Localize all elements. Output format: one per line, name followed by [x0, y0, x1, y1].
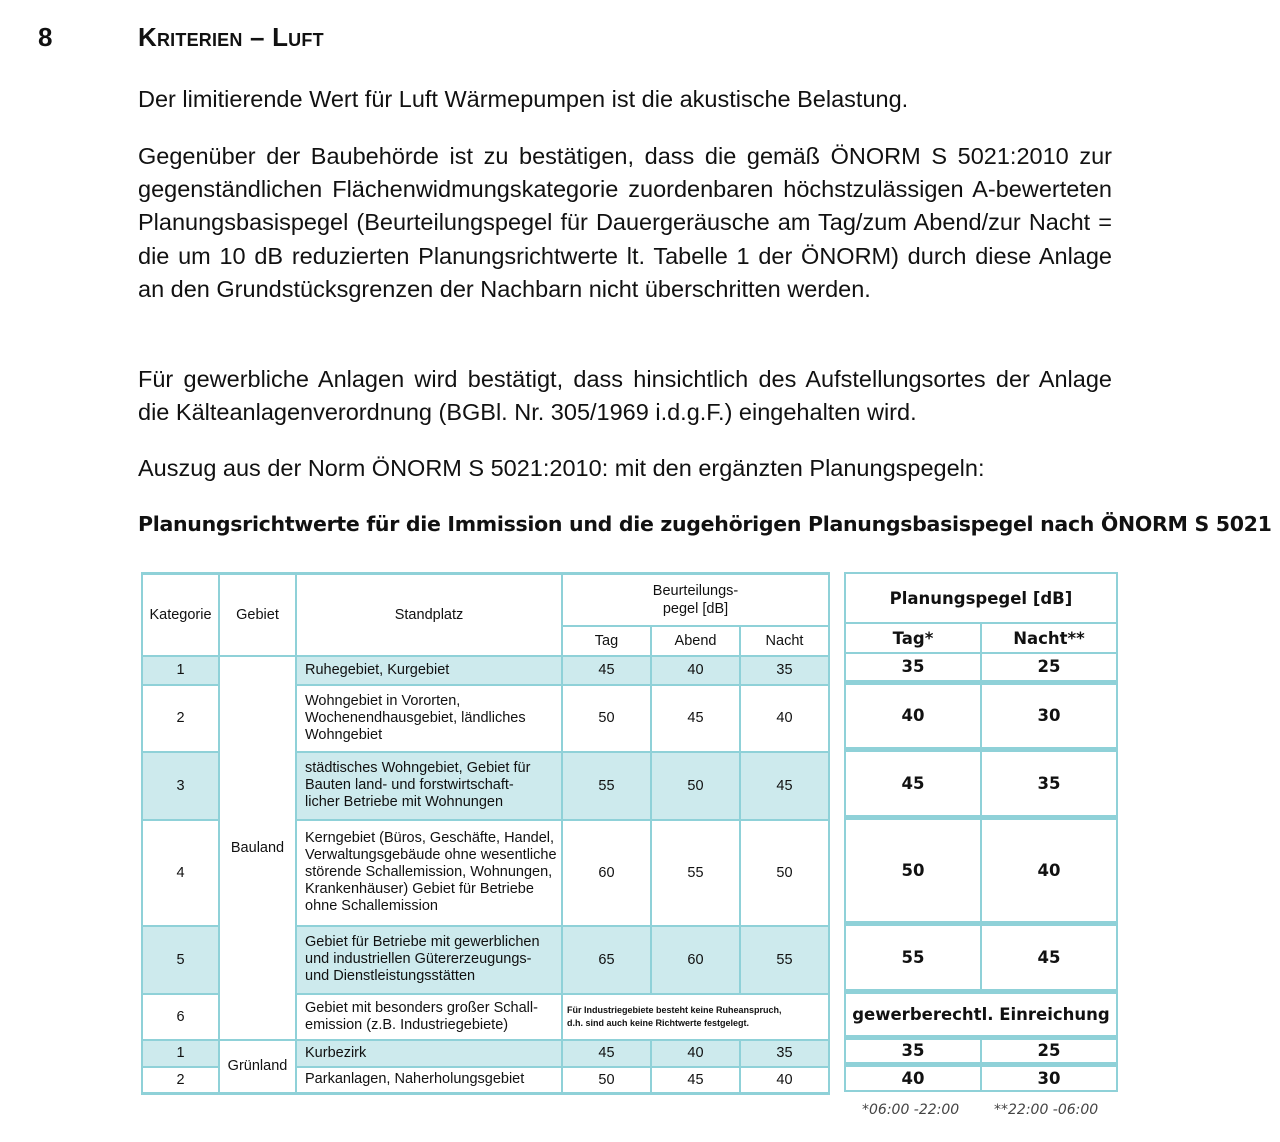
cell-kategorie: 6 — [142, 994, 219, 1040]
cell-abend: 40 — [651, 656, 740, 685]
cell-nacht: 50 — [740, 820, 829, 926]
cell-kategorie: 3 — [142, 752, 219, 820]
paragraph-1: Der limitierende Wert für Luft Wärmepumpen ist die akustische Belastung. — [138, 86, 909, 112]
norm-table — [141, 572, 830, 1095]
footnote-nacht: **22:00 -06:00 — [994, 1102, 1099, 1118]
cell-standplatz: Ruhegebiet, Kurgebiet — [296, 656, 562, 685]
table-row — [845, 749, 1117, 817]
pegel-cell-nacht: 30 — [981, 1064, 1117, 1091]
header-gebiet: Gebiet — [219, 574, 296, 656]
paragraph-4: Auszug aus der Norm ÖNORM S 5021:2010: mit den ergänzten Planungspegeln: — [138, 455, 985, 481]
cell-kategorie: 1 — [142, 1040, 219, 1067]
cell-standplatz: städtisches Wohngebiet, Gebiet für Bauten land- und forstwirtschaft- licher Betriebe mit Wohnungen — [296, 752, 562, 820]
pegel-cell-tag: 45 — [845, 749, 981, 817]
pegel-cell-nacht: 40 — [981, 817, 1117, 923]
paragraph-2: Gegenüber der Baubehörde ist zu bestätigen, dass die gemäß ÖNORM S 5021:2010 zur gegenständlichen Flächenwidmungskategorie zuordenbaren höchstzulässigen A-bewerteten Planungsbasispegel (Beurteilungspegel für Dauergeräusche am Tag/zum Abend/zur Nacht = die um 10 dB reduzierten Planungsrichtwerte lt. Tabelle 1 der ÖNORM) durch diese Anlage an den Grundstücksgrenzen der Nachbarn nicht überschritten werden. — [138, 143, 1112, 302]
pegel-header-tag: Tag* — [845, 623, 981, 653]
cell-gebiet-bauland: Bauland — [219, 656, 296, 1040]
pegel-cell-nacht: 45 — [981, 923, 1117, 991]
header-beurteilungspegel: Beurteilungs- pegel [dB] — [562, 574, 829, 626]
pegel-cell-tag: 35 — [845, 653, 981, 682]
table-row — [845, 653, 1117, 682]
pegel-cell-tag: 40 — [845, 682, 981, 749]
cell-abend: 45 — [651, 685, 740, 752]
cell-abend: 45 — [651, 1067, 740, 1094]
cell-kategorie: 2 — [142, 1067, 219, 1094]
cell-tag: 65 — [562, 926, 651, 994]
table-row — [142, 1040, 829, 1067]
pegel-cell-tag: 40 — [845, 1064, 981, 1091]
section-title: Kriterien – Luft — [138, 22, 324, 52]
table-row — [845, 991, 1117, 1037]
section-number: 8 — [38, 22, 53, 52]
pegel-cell-tag: 55 — [845, 923, 981, 991]
cell-note: Für Industriegebiete besteht keine Ruheanspruch, d.h. sind auch keine Richtwerte festgelegt. — [562, 994, 829, 1040]
footnote-tag: *06:00 -22:00 — [862, 1102, 960, 1118]
header-standplatz: Standplatz — [296, 574, 562, 656]
cell-abend: 40 — [651, 1040, 740, 1067]
paragraph-3: Für gewerbliche Anlagen wird bestätigt, dass hinsichtlich des Aufstellungsortes der Anlage die Kälteanlagenverordnung (BGBl. Nr. 305/1969 i.d.g.F.) eingehalten wird. — [138, 366, 1112, 426]
header-nacht: Nacht — [740, 626, 829, 656]
cell-standplatz: Gebiet für Betriebe mit gewerblichen und industriellen Gütererzeugungs- und Dienstleistungsstätten — [296, 926, 562, 994]
table-title: Planungsrichtwerte für die Immission und die zugehörigen Planungsbasispegel nach ÖNORM S 5021 — [138, 512, 1272, 536]
cell-kategorie: 4 — [142, 820, 219, 926]
table-row — [845, 1037, 1117, 1064]
pegel-cell-tag: 50 — [845, 817, 981, 923]
cell-tag: 55 — [562, 752, 651, 820]
pegel-cell-nacht: 25 — [981, 1037, 1117, 1064]
pegel-cell-nacht: 35 — [981, 749, 1117, 817]
header-abend: Abend — [651, 626, 740, 656]
pegel-cell-nacht: 30 — [981, 682, 1117, 749]
table-row — [845, 682, 1117, 749]
table-row — [845, 1064, 1117, 1091]
cell-tag: 45 — [562, 1040, 651, 1067]
pegel-cell-nacht: 25 — [981, 653, 1117, 682]
cell-kategorie: 1 — [142, 656, 219, 685]
cell-abend: 50 — [651, 752, 740, 820]
cell-standplatz: Wohngebiet in Vororten, Wochenendhausgebiet, ländliches Wohngebiet — [296, 685, 562, 752]
cell-nacht: 55 — [740, 926, 829, 994]
cell-nacht: 35 — [740, 656, 829, 685]
cell-tag: 50 — [562, 1067, 651, 1094]
pegel-header-nacht: Nacht** — [981, 623, 1117, 653]
table-row — [845, 817, 1117, 923]
header-tag: Tag — [562, 626, 651, 656]
pegel-header-title: Planungspegel [dB] — [845, 573, 1117, 623]
cell-tag: 45 — [562, 656, 651, 685]
cell-nacht: 40 — [740, 685, 829, 752]
cell-abend: 55 — [651, 820, 740, 926]
pegel-cell-tag: 35 — [845, 1037, 981, 1064]
cell-nacht: 35 — [740, 1040, 829, 1067]
cell-standplatz: Gebiet mit besonders großer Schall- emission (z.B. Industriegebiete) — [296, 994, 562, 1040]
cell-abend: 60 — [651, 926, 740, 994]
cell-tag: 50 — [562, 685, 651, 752]
cell-standplatz: Parkanlagen, Naherholungsgebiet — [296, 1067, 562, 1094]
cell-kategorie: 5 — [142, 926, 219, 994]
cell-tag: 60 — [562, 820, 651, 926]
table-row — [845, 923, 1117, 991]
table-row — [142, 656, 829, 685]
pegel-cell-merged: gewerberechtl. Einreichung — [845, 991, 1117, 1037]
cell-gebiet-gruenland: Grünland — [219, 1040, 296, 1094]
cell-kategorie: 2 — [142, 685, 219, 752]
header-kategorie: Kategorie — [142, 574, 219, 656]
cell-nacht: 40 — [740, 1067, 829, 1094]
cell-standplatz: Kurbezirk — [296, 1040, 562, 1067]
cell-standplatz: Kerngebiet (Büros, Geschäfte, Handel, Verwaltungsgebäude ohne wesentliche störende Schallemission, Wohnungen, Krankenhäuser) Gebiet für Betriebe ohne Schallemission — [296, 820, 562, 926]
planungspegel-table — [844, 572, 1118, 1092]
cell-nacht: 45 — [740, 752, 829, 820]
